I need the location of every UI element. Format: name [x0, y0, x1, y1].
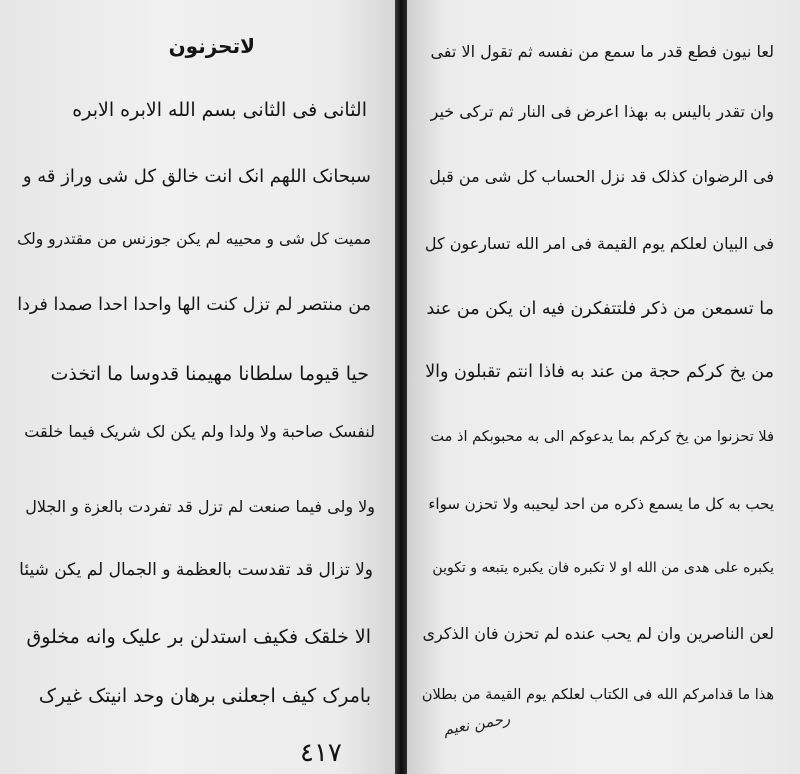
right-page: [407, 0, 800, 774]
text-line: لعا نیون فطع قدر ما سمع من نفسه ثم تقول الا تفی: [430, 42, 774, 61]
text-line: ما تسمعن من ذکر فلتتفکرن فیه ان یکن من عند: [426, 299, 774, 319]
text-line: ولا ولی فیما صنعت لم تزل قد تفردت بالعزة و الجلال: [25, 497, 375, 516]
page-number: ٤١٧: [300, 738, 342, 768]
left-page-heading: لاتحزنون: [168, 34, 255, 58]
text-line: فی البیان لعلکم یوم القیمة فی امر الله تسارعون کل: [424, 234, 774, 253]
left-page: [0, 0, 395, 774]
text-line: لنفسک صاحبة ولا ولدا ولم یکن لک شریک فیما خلقت: [24, 422, 375, 441]
text-line: سبحانک اللهم انک انت خالق کل شی وراز قه و: [22, 166, 371, 187]
text-line: لعن الناصرین وان لم یحب عنده لم تحزن فان الذکری: [422, 624, 774, 643]
signature: رحمن نعیم: [441, 709, 512, 739]
text-line: من یخ کرکم حجة من عند به فاذا انتم تقبلون والا: [425, 362, 774, 382]
text-line: من منتصر لم تزل کنت الها واحدا احدا صمدا فردا: [17, 295, 371, 315]
text-line: ممیت کل شی و محییه لم یکن جوزنس من مقتدرو ولک: [17, 230, 371, 248]
text-line: یکبره علی هدی من الله او لا تکبره فان یکبره یتبعه و تکوین: [432, 560, 774, 576]
text-line: الا خلقک فکیف استدلن بر علیک وانه مخلوق: [26, 626, 371, 648]
text-line: هذا ما قدامرکم الله فی الکتاب لعلکم یوم القیمة من بطلان: [421, 687, 774, 703]
text-line: بامرک کیف اجعلنی برهان وحد انیتک غیرک: [38, 685, 371, 707]
text-line: وان تقدر بالیس به بهذا اعرض فی النار ثم ترکی خیر: [430, 102, 774, 121]
text-line: ولا تزال قد تقدست بالعظمة و الجمال لم یکن شیئا: [19, 560, 373, 580]
text-line: یحب به کل ما یسمع ذکره من احد لیحیبه ولا تحزن سواء: [428, 495, 774, 513]
text-line: فی الرضوان کذلک قد نزل الحساب کل شی من قبل: [429, 167, 774, 186]
text-line: فلا تحزنوا من یخ کرکم بما یدعوکم الی به محبوبکم اذ مت: [430, 429, 774, 445]
book-gutter: [395, 0, 407, 774]
text-line: الثانی فی الثانی بسم الله الابره الابره: [72, 99, 367, 121]
text-line: حیا قیوما سلطانا مهیمنا قدوسا ما اتخذت: [50, 363, 369, 385]
